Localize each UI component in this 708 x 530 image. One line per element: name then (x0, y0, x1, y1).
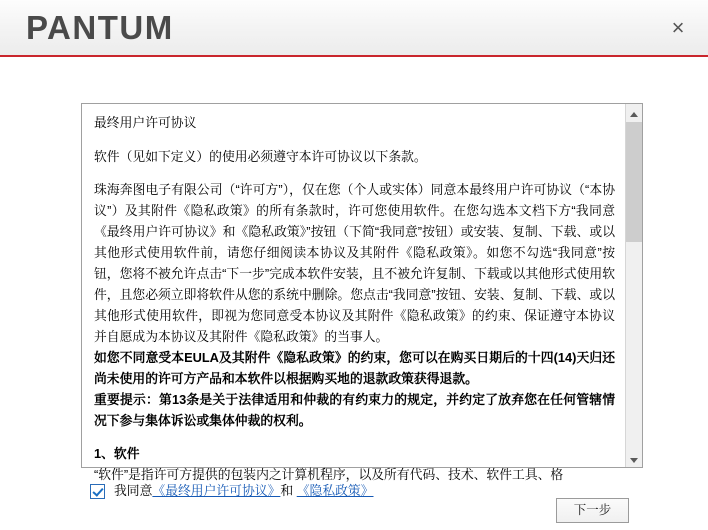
agree-checkbox[interactable] (90, 484, 105, 499)
close-icon[interactable]: × (671, 15, 685, 40)
window-header (0, 0, 708, 57)
eula-paragraph: 1、软件 (94, 446, 140, 461)
scroll-up-icon[interactable] (626, 104, 642, 121)
eula-paragraph: 珠海奔图电子有限公司（“许可方”），仅在您（个人或实体）同意本最终用户许可协议（“本协议”）及其附件《隐私政策》的所有条款时，许可您使用软件。在您勾选本文档下方“我同意《最终用户许可协议》和《隐私政策》”按钮（下简“我同意”按钮）或安装、复制、下载、或以其他形式使用软件前，请您仔细阅读本协议及其附件《隐私政策》。如您不勾选“我同意”按钮，您将不被允许点击“下一步”完成本软件安装，且不被允许复制、下载或以其他形式使用软件，且您必须立即将软件从您的系统中删除。您点击“我同意”按钮、安装、复制、下载、或以其他形式使用软件，即视为您同意受本协议及其附件《隐私政策》的约束、保证遵守本协议并自愿成为本协议及其附件《隐私政策》的当事人。 (94, 182, 615, 344)
agreement-label (114, 482, 374, 500)
next-button[interactable]: 下一步 (556, 498, 629, 523)
eula-paragraph: “软件”是指许可方提供的包装内之计算机程序，以及所有代码、技术、软件工具、格 (94, 467, 564, 482)
scroll-down-icon[interactable] (626, 450, 642, 467)
eula-paragraph: 重要提示：第13条是关于法律适用和仲裁的有约束力的规定，并约定了放弃您在任何管辖情况下参与集体诉讼或集体仲裁的权利。 (94, 392, 615, 428)
eula-paragraph: 如您不同意受本EULA及其附件《隐私政策》的约束，您可以在购买日期后的十四(14)天归还尚未使用的许可方产品和本软件以根据购买地的退款政策获得退款。 (94, 350, 615, 386)
agreement-prefix: 我同意 (114, 483, 153, 498)
agreement-conjunction: 和 (280, 483, 294, 498)
eula-panel (81, 103, 643, 482)
eula-link[interactable]: 《最终用户许可协议》 (152, 483, 281, 498)
privacy-policy-link[interactable]: 《隐私政策》 (296, 483, 374, 498)
pantum-logo: PANTUM (26, 9, 174, 46)
eula-heading: 最终用户许可协议 (94, 115, 197, 130)
eula-paragraph: 软件（见如下定义）的使用必须遵守本许可协议以下条款。 (94, 149, 427, 164)
eula-text-content (82, 104, 625, 482)
agreement-row (90, 482, 374, 500)
eula-scrollbar[interactable] (625, 104, 642, 467)
scrollbar-thumb[interactable] (626, 122, 642, 242)
